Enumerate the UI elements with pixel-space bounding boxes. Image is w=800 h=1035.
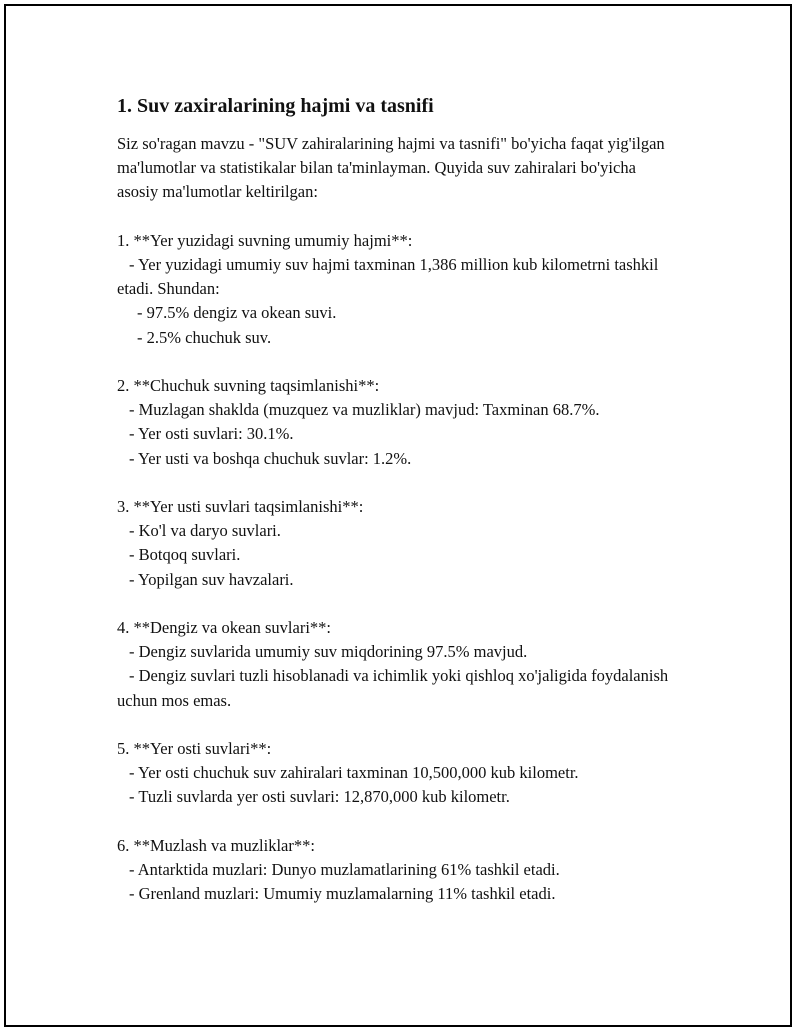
intro-paragraph: Siz so'ragan mavzu - "SUV zahiralarining hajmi va tasnifi" bo'yicha faqat yig'ilgan ma'lumotlar va statistikalar bilan ta'minlayman. Quyida suv zahiralari bo'yicha asosiy ma'lumotlar keltirilgan:: [117, 134, 665, 202]
section-heading: 4. **Dengiz va okean suvlari**:: [117, 618, 331, 637]
list-item: - Yopilgan suv havzalari.: [129, 569, 294, 589]
section-fresh-water-distribution: [117, 374, 677, 471]
list-item: - Dengiz suvlari tuzli hisoblanadi va ichimlik yoki qishloq xo'jaligida foydalanish uchun mos emas.: [117, 666, 669, 710]
section-heading: 2. **Chuchuk suvning taqsimlanishi**:: [117, 376, 380, 395]
document-body: [117, 93, 677, 906]
sub-list-item: - 2.5% chuchuk suv.: [137, 327, 272, 347]
section-surface-water-distribution: [117, 495, 677, 592]
list-item: - Botqoq suvlari.: [129, 545, 241, 565]
list-item: - Yer osti chuchuk suv zahiralari taxminan 10,500,000 kub kilometr.: [129, 763, 579, 783]
section-glaciers: [117, 834, 677, 907]
section-total-water-volume: [117, 229, 677, 350]
section-heading: 3. **Yer usti suvlari taqsimlanishi**:: [117, 497, 364, 516]
document-title: 1. Suv zaxiralarining hajmi va tasnifi: [117, 95, 434, 117]
list-item: - Ko'l va daryo suvlari.: [129, 521, 281, 541]
list-item: - Yer yuzidagi umumiy suv hajmi taxminan 1,386 million kub kilometrni tashkil etadi. Shundan:: [117, 255, 659, 299]
section-heading: 6. **Muzlash va muzliklar**:: [117, 835, 315, 855]
section-sea-ocean-water: [117, 616, 677, 713]
list-item: - Antarktida muzlari: Dunyo muzlamatlarining 61% tashkil etadi.: [129, 860, 560, 879]
list-item: - Yer osti suvlari: 30.1%.: [129, 424, 294, 444]
section-heading: 5. **Yer osti suvlari**:: [117, 739, 272, 758]
list-item: - Muzlagan shaklda (muzquez va muzliklar) mavjud: Taxminan 68.7%.: [129, 400, 600, 420]
section-groundwater: [117, 737, 677, 810]
list-item: - Yer usti va boshqa chuchuk suvlar: 1.2%.: [129, 448, 412, 468]
list-item: - Dengiz suvlarida umumiy suv miqdorining 97.5% mavjud.: [129, 642, 528, 662]
list-item: - Grenland muzlari: Umumiy muzlamalarning 11% tashkil etadi.: [129, 884, 556, 904]
section-heading: 1. **Yer yuzidagi suvning umumiy hajmi**:: [117, 230, 413, 250]
sub-list-item: - 97.5% dengiz va okean suvi.: [137, 303, 337, 323]
list-item: - Tuzli suvlarda yer osti suvlari: 12,870,000 kub kilometr.: [129, 787, 510, 807]
